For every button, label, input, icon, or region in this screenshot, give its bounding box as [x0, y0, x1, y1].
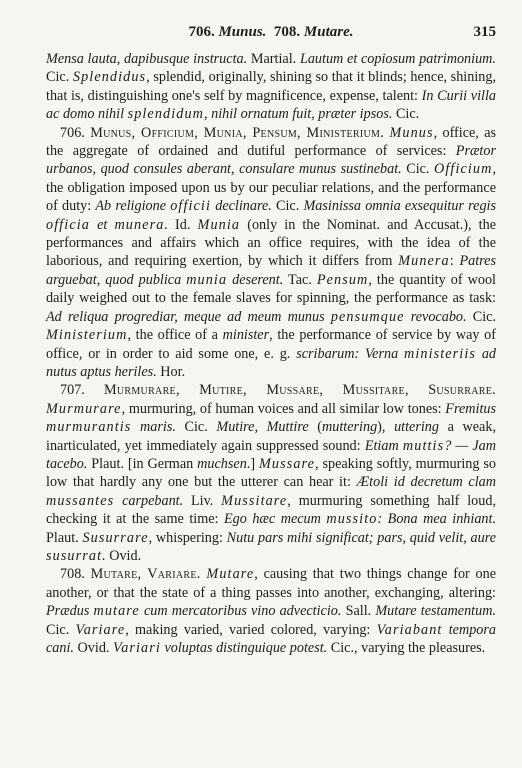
text-segment: muttering	[322, 419, 378, 436]
text-segment: splendidum	[127, 106, 204, 123]
text-segment: , the obligation imposed upon us by our peculiar relations, and the performance of duty:	[46, 161, 497, 215]
body-text	[46, 50, 496, 657]
text-segment: muchsen	[197, 455, 247, 472]
text-segment: mutare	[93, 603, 140, 620]
text-segment: Ovid.	[105, 547, 142, 564]
text-segment: Splendidus	[72, 69, 147, 86]
header-entry-a-word: Munus.	[218, 24, 267, 40]
entry-708	[46, 565, 496, 657]
text-segment: 708.	[60, 566, 91, 583]
text-segment: : Bona mea inhiant.	[377, 511, 496, 528]
text-segment: Hor.	[156, 363, 186, 380]
text-segment: (only in the Nominat. and Accusat.), the performances and affairs which an office requires, with the idea of the laborious, and requiring exertion, by which it differs from	[46, 216, 496, 270]
text-segment: Cic.	[175, 419, 217, 436]
text-segment: Plaut.	[46, 529, 83, 546]
entry-706	[46, 124, 496, 382]
text-segment: ),	[377, 419, 395, 436]
text-segment: Murmurare	[46, 400, 122, 417]
text-segment: Ovid.	[73, 640, 113, 656]
text-segment: 707.	[60, 382, 104, 399]
text-segment: Prætor urbanos, quod consules aberant, consulare munus sustinebat.	[46, 143, 496, 178]
text-segment: Susurrare	[82, 529, 149, 546]
text-segment: officia	[46, 216, 90, 233]
text-segment: Mutare testamentum.	[375, 603, 497, 620]
text-segment: maris.	[131, 419, 176, 436]
text-segment: Cic.	[46, 69, 73, 86]
text-segment: , speaking softly, murmuring so low that hardly any one but the utterer can hear it:	[46, 455, 496, 491]
text-segment: Mutare, Variare.	[90, 566, 201, 583]
text-segment: munia	[186, 271, 228, 288]
text-segment: , office, as the aggregate of ordained and dutiful performance of services:	[46, 124, 497, 160]
text-segment: , the performance of service by way of office, or in order to aid some one, e. g.	[46, 327, 496, 362]
text-segment: Munus	[389, 124, 434, 141]
text-segment: Munus, Officium, Munia, Pensum, Ministerium.	[90, 124, 385, 141]
text-segment: Patres arguebat, quod publica	[46, 253, 496, 288]
text-segment: ? — Jam tacebo.	[46, 437, 496, 472]
text-segment: voluptas distinguique potest.	[160, 640, 328, 656]
text-segment: Cic.	[392, 106, 420, 123]
text-segment: Variabant	[376, 621, 443, 638]
text-segment: Nutu pars mihi significat; pars, quid velit, aure	[226, 529, 496, 546]
text-segment: Prædus	[46, 603, 94, 620]
text-segment: Liv.	[183, 492, 222, 509]
text-segment: mussantes	[46, 492, 115, 509]
text-segment: uttering	[394, 419, 439, 436]
text-segment: Variare	[75, 621, 126, 638]
text-segment: , splendid, originally, shining so that it blinds; hence, shining, that is, distinguishing one's self by magnificence, expense, talent:	[46, 69, 496, 104]
header-entry-a-number: 706.	[188, 24, 215, 40]
text-segment: Cic.	[271, 198, 304, 215]
text-segment: Ego hæc mecum	[223, 511, 327, 528]
text-segment: susurrat	[46, 547, 103, 564]
text-segment: Mutare	[206, 566, 255, 583]
text-segment: Cic.	[46, 621, 76, 638]
page-number: 315	[473, 24, 496, 40]
text-segment: Variari	[113, 640, 161, 656]
header-entry-b-number: 708.	[273, 24, 301, 40]
text-segment: minister	[222, 327, 270, 344]
text-segment: murmurantis	[46, 419, 132, 436]
text-segment: Fremitus	[445, 400, 496, 417]
text-segment: officii	[170, 198, 212, 215]
text-segment: et	[89, 216, 115, 233]
text-segment: declinare.	[211, 198, 272, 215]
text-segment: Ab religione	[95, 198, 171, 215]
running-title	[46, 24, 496, 41]
text-segment: deserent.	[227, 271, 284, 288]
text-segment: Ætoli id decretum clam	[356, 474, 496, 491]
text-segment: cum mercatoribus vino advecticio.	[139, 603, 342, 620]
header-entry-b-word: Mutare.	[303, 24, 354, 40]
text-segment: Munera	[398, 253, 450, 270]
paragraph-continuation	[46, 50, 496, 124]
text-segment: Mussitare	[221, 492, 288, 509]
text-segment: Murmurare, Mutire, Mussare, Mussitare, Susurrare.	[103, 382, 496, 399]
text-segment: ministeriis	[403, 345, 476, 362]
text-segment: :	[449, 253, 460, 270]
text-segment: , nihil ornatum fuit, præter ipsos.	[204, 106, 393, 123]
text-segment: .	[164, 216, 168, 233]
text-segment: Tac.	[283, 271, 317, 288]
text-segment: Cic.	[466, 308, 496, 325]
text-segment: Ad reliqua progrediar, meque ad meum munus	[46, 308, 331, 325]
text-segment: 706.	[60, 124, 91, 141]
text-segment: mussito	[326, 511, 378, 528]
text-segment: Cic., varying the pleasures.	[327, 640, 486, 656]
text-segment: Ministerium	[46, 327, 128, 344]
text-segment: , the office of a	[127, 327, 223, 344]
text-segment: Officium	[434, 161, 493, 178]
text-segment: Mutire, Muttire	[216, 419, 309, 436]
text-segment: revocabo.	[404, 308, 467, 325]
text-segment: Masinissa omnia exsequitur regis	[303, 198, 497, 215]
text-segment: .]	[246, 455, 259, 472]
text-segment: In Curii villa ac domo nihil	[46, 87, 496, 123]
text-segment: , murmuring something half loud, checking it at the same time:	[46, 492, 496, 528]
running-header	[46, 24, 496, 50]
text-segment: munera	[114, 216, 165, 233]
text-segment: Mensa lauta, dapibusque instructa.	[46, 51, 248, 67]
text-segment: pensumque	[330, 308, 405, 325]
text-segment: Etiam	[364, 437, 403, 454]
text-segment: Cic.	[401, 161, 435, 178]
text-segment: Munia	[197, 216, 241, 233]
text-segment: .	[102, 547, 106, 564]
text-segment: Id.	[167, 216, 198, 233]
text-segment: , the quantity of wool daily weighed out to the female slaves for spinning, the performance as task:	[46, 271, 496, 307]
text-segment: a weak, inarticulated, yet immediately again suppressed sound:	[46, 419, 496, 454]
text-segment: Sall.	[341, 603, 376, 620]
text-segment: (	[308, 419, 322, 436]
text-segment: , making varied, varied colored, varying:	[125, 621, 377, 638]
text-segment: , whispering:	[148, 529, 227, 546]
text-segment: , murmuring, of human voices and all similar low tones:	[121, 400, 446, 417]
text-segment: muttis	[402, 437, 445, 454]
entry-707	[46, 381, 496, 565]
text-segment: scribarum: Verna	[296, 345, 404, 362]
text-segment: , causing that two things change for one another, or that the state of a thing passes into another, exchanging, altering:	[46, 566, 497, 601]
text-segment: tempora cani.	[46, 621, 496, 656]
text-segment: ad nutus aptus heriles.	[46, 345, 497, 380]
text-segment: Martial.	[247, 51, 300, 67]
text-segment: carpebant.	[114, 492, 184, 509]
text-segment: Pensum	[316, 271, 369, 288]
text-segment: Plaut. [in German	[87, 455, 198, 472]
text-segment: Mussare	[258, 455, 316, 472]
text-segment: Lautum et copiosum patrimonium.	[299, 51, 496, 67]
